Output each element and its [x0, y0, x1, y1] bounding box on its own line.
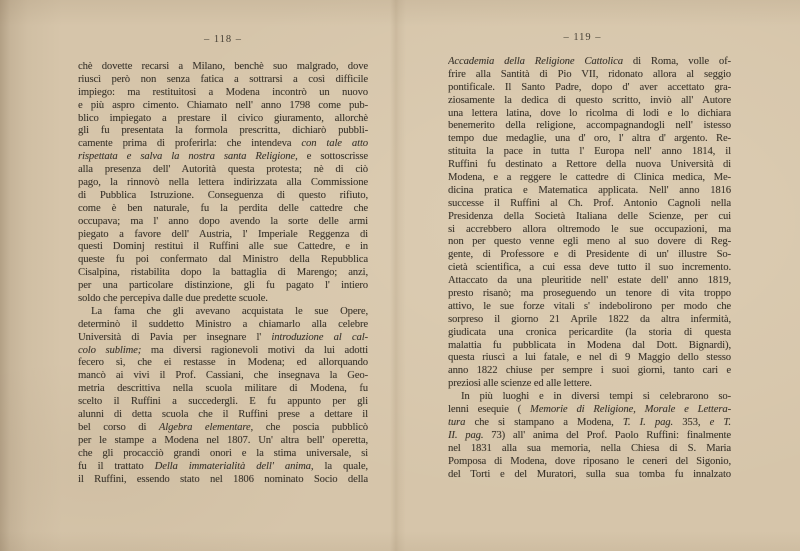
text-line: [78, 332, 368, 345]
text-run: Cisalpina, ristabilita dopo la battaglia di Marengo; anzi,: [78, 267, 368, 279]
text-line: [448, 146, 731, 159]
text-run: blico impiegato a prestare il civico giuramento, allorchè: [78, 112, 368, 124]
text-run: Modena, e a reggere le cattedre di Clinica medica, Me-: [448, 172, 731, 184]
text-run: benemerito della religione, accompagnandogli nell' istesso: [448, 120, 731, 132]
text-line: [78, 306, 368, 319]
text-run: impiego: ma restituitosi a Modena incontrò un nuovo: [78, 86, 368, 98]
text-line: [78, 357, 368, 370]
text-run: mancò ai vivi il Prof. Cassiani, che insegnava la Geo-: [78, 370, 368, 382]
italic-text-run: Della immaterialità dell' anima,: [154, 460, 314, 472]
text-run: frire alla Santità di Pio VII, ridonato allora al seggio: [448, 68, 731, 80]
text-run: per una particolare distinzione, gli fu pagato l' intiero: [78, 280, 368, 292]
text-run: alunni di detta scuola che il Ruffini prese a dettare il: [78, 409, 368, 421]
text-run: gente, di Professore e di Presidente di un' illustre So-: [448, 249, 731, 261]
text-line: [448, 95, 731, 108]
text-line: [448, 108, 731, 121]
text-run: In più luoghi e in diversi tempi si celebrarono so-: [461, 391, 731, 403]
text-run: non per questo venne egli meno al suo dovere di Reg-: [448, 236, 731, 248]
text-run: questi Dominj restituì il Ruffini alle sue Cattedre, e in: [78, 241, 368, 253]
text-run: che poscia pubblicò: [253, 421, 368, 433]
text-run: bel corso di: [78, 421, 159, 433]
text-line: [448, 301, 731, 314]
text-line: [78, 177, 368, 190]
italic-text-run: Memorie di Religione, Morale e Lettera-: [529, 404, 731, 416]
text-run: camente prima di proferirla: che intendeva: [78, 138, 302, 150]
text-line: [448, 352, 731, 365]
text-line: [448, 469, 731, 482]
text-run: il Ruffini, essendo stato nel 1806 nominato Socio della: [78, 473, 368, 485]
text-line: [78, 61, 368, 74]
text-run: e più aspro cimento. Chiamato nell' anno 1798 come pub-: [78, 99, 368, 111]
text-run: Presidenza della Società Italiana delle Scienze, per cui: [448, 210, 731, 222]
text-line: [78, 293, 368, 306]
text-line: [448, 456, 731, 469]
text-line: [448, 159, 731, 172]
text-run: giudicata una cronica pericardite (la storia di questa: [448, 326, 731, 338]
text-run: per le stampe a Modena nel 1807. Un' altra bell' operetta,: [78, 434, 368, 446]
page-number-header-left: – 118 –: [203, 34, 243, 45]
text-run: che gli procacciò grandi onori e la stima universale, si: [78, 447, 368, 459]
text-line: [78, 461, 368, 474]
text-run: soldo che percepiva dalle due predette scuole.: [78, 293, 268, 305]
text-line: [78, 280, 368, 293]
text-line: [448, 314, 731, 327]
text-run: queste fu poi confermato dal Ministro della Repubblica: [78, 254, 368, 266]
text-run: 73) all' anima del Prof. Paolo Ruffini: finalmente: [483, 429, 731, 441]
text-line: [78, 448, 368, 461]
text-run: piegato a favore dell' Austria, l' Imperiale Reggenza di: [78, 228, 368, 240]
text-run: 353,: [673, 416, 710, 428]
text-run: Pomposa di Modena, dove riposano le ceneri del Sigonio,: [448, 455, 731, 467]
italic-text-run: T. I. pag.: [622, 416, 674, 428]
text-line: [78, 74, 368, 87]
text-line: [448, 82, 731, 95]
text-line: [78, 319, 368, 332]
italic-text-run: colo sublime;: [78, 344, 142, 356]
text-run: dicina pratica e Matematica applicata. Nell' anno 1816: [448, 184, 731, 196]
text-run: una lettera latina, dove lo ricolma di lodi e lo dichiara: [448, 107, 731, 119]
text-line: [78, 100, 368, 113]
text-line: [448, 133, 731, 146]
text-run: di Roma, volle of-: [622, 56, 731, 67]
text-line: [78, 229, 368, 242]
text-line: [78, 254, 368, 267]
text-run: e sottoscrisse: [297, 151, 368, 163]
text-line: [78, 267, 368, 280]
text-line: [448, 211, 731, 224]
text-run: alla presenza dell' Autorità questa protesta; nè di ciò: [78, 164, 368, 176]
italic-text-run: II. pag.: [448, 429, 484, 441]
text-line: [448, 327, 731, 340]
text-run: fu il trattato: [78, 460, 155, 472]
italic-text-run: Algebra elementare,: [158, 421, 254, 433]
text-run: nel 1831 alla sua memoria, nella Chiesa di S. Maria: [448, 442, 731, 454]
text-line: [78, 435, 368, 448]
text-run: metria descrittiva nella scuola militare di Modena, fu: [78, 383, 368, 395]
text-line: [448, 262, 731, 275]
text-line: [448, 185, 731, 198]
text-run: Ruffini fu destinato a Rettore della nuova Università di: [448, 159, 731, 171]
text-block-left: [78, 61, 368, 486]
text-run: come è ben naturale, fu la perdita delle cattedre che: [78, 202, 368, 214]
text-line: [448, 275, 731, 288]
text-line: [78, 396, 368, 409]
text-run: di Pubblica Istruzione. Conseguenza di questo rifiuto,: [78, 189, 368, 201]
text-run: La fama che gli avevano acquistata le sue Opere,: [91, 305, 368, 317]
text-block-right: [448, 56, 731, 481]
text-run: fecero sì, che ei restasse in Modena; ed allorquando: [78, 357, 368, 369]
italic-text-run: introduzione al cal-: [271, 331, 368, 343]
text-line: [448, 224, 731, 237]
text-line: [78, 241, 368, 254]
text-line: [78, 370, 368, 383]
text-line: [448, 120, 731, 133]
text-line: [78, 422, 368, 435]
text-line: [78, 151, 368, 164]
text-run: del Torti e del Muratori, sulla sua tomba fu innalzato: [448, 468, 731, 480]
text-line: [448, 365, 731, 378]
text-line: [78, 345, 368, 358]
text-line: [448, 236, 731, 249]
text-line: [78, 474, 368, 487]
text-line: [78, 383, 368, 396]
text-run: gli fu presentata la formola prescritta, dichiarò pubbli-: [78, 125, 368, 137]
text-line: [448, 340, 731, 353]
page-118: [78, 33, 368, 486]
text-line: [78, 203, 368, 216]
text-line: [448, 430, 731, 443]
text-line: [78, 138, 368, 151]
text-run: che si stampano a Modena,: [465, 416, 623, 428]
text-line: [78, 164, 368, 177]
text-run: ma diversi ragionevoli motivi da lui adotti: [141, 344, 368, 356]
text-line: [78, 87, 368, 100]
text-line: [448, 69, 731, 82]
text-run: attivo, le sue forze vitali s' indebolirono per modo che: [448, 300, 731, 312]
text-line: [448, 249, 731, 262]
text-line: [448, 378, 731, 391]
text-run: stituita la pace in tutta l' Europa nell' anno 1814, il: [448, 146, 731, 158]
italic-text-run: rispettata e salva la nostra santa Religione,: [78, 151, 298, 163]
italic-text-run: e T.: [709, 416, 731, 428]
text-line: [448, 391, 731, 404]
text-run: riuscì però non senza fatica a sottrarsi a così difficile: [78, 73, 368, 85]
text-run: occupava; ma l' anno dopo avendo la sorte delle armi: [78, 215, 368, 227]
italic-text-run: con tale atto: [301, 138, 368, 150]
text-run: determinò il suddetto Ministro a chiamarlo alla celebre: [78, 318, 368, 330]
text-run: anno 1822 chiuse per sempre i suoi giorni, tanto cari e: [448, 365, 731, 377]
text-run: la quale,: [313, 460, 368, 472]
italic-text-run: Accademia della Religione Cattolica: [448, 56, 623, 67]
text-run: sorpreso il giorno 21 Aprile 1822 da altra infermità,: [448, 313, 731, 325]
text-run: Attaccato da una pleuritide nell' estate dell' anno 1819,: [448, 275, 731, 287]
text-run: questa riuscì a lui fatale, e nel dì 9 Maggio dello stesso: [448, 352, 731, 364]
text-line: [448, 198, 731, 211]
text-line: [448, 288, 731, 301]
text-run: presto risanò; ma proseguendo un tenore di vita troppo: [448, 288, 731, 300]
text-run: pontificale. Il Santo Padre, dopo d' aver accettato gra-: [448, 81, 731, 93]
text-run: lenni esequie (: [448, 404, 530, 416]
text-run: scelto il Ruffini a succedergli. E fu appunto per gli: [78, 396, 368, 408]
text-line: [78, 216, 368, 229]
text-run: successe il Ruffini al Ch. Prof. Antonio Cagnoli nella: [448, 197, 731, 209]
text-line: [448, 404, 731, 417]
text-run: tempo due medaglie, una d' oro, l' altra d' argento. Re-: [448, 133, 731, 145]
text-run: malattia fu pubblicata in Modena dal Dott. Bignardi),: [448, 339, 731, 351]
text-line: [448, 56, 731, 69]
text-line: [78, 125, 368, 138]
text-run: Università di Pavia per insegnare l': [78, 331, 272, 343]
page-number-header-right: – 119 –: [563, 32, 602, 43]
page-119: [448, 31, 731, 481]
text-line: [78, 113, 368, 126]
text-line: [78, 190, 368, 203]
text-line: [448, 417, 731, 430]
text-run: cietà scientifica, a cui essa deve tutto il suo incremento.: [448, 262, 731, 274]
text-run: si accrebbero allora oltremodo le sue occupazioni, ma: [448, 223, 731, 235]
italic-text-run: tura: [448, 416, 466, 428]
text-run: pago, la rinnovò nella lettera indirizzata alla Commissione: [78, 177, 368, 189]
text-run: ziosamente la dedica di questo scritto, inviò all' Autore: [448, 94, 731, 106]
text-run: preziosi alle scienze ed alle lettere.: [448, 378, 592, 390]
text-line: [448, 443, 731, 456]
text-line: [448, 172, 731, 185]
text-line: [78, 409, 368, 422]
text-run: chè dovette recarsi a Milano, benchè suo malgrado, dove: [78, 61, 368, 72]
